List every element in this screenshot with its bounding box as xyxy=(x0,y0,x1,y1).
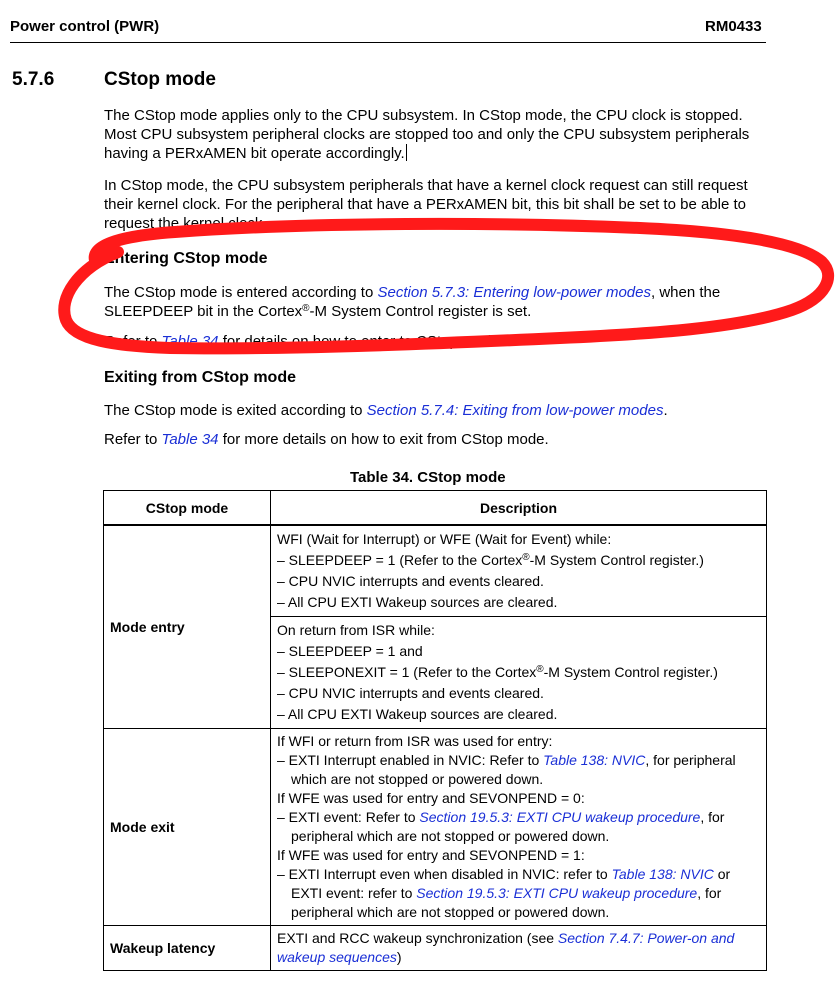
row-label-wakeup-latency: Wakeup latency xyxy=(104,926,271,971)
exit-description: If WFI or return from ISR was used for entry: – EXTI Interrupt enabled in NVIC: Refer to Table 138: NVIC, for peripheral which are not stopped or powered down. If WFE was used for entry and SEVONPEND = 0: – EXTI event: Refer to Section 19.5.3: EXTI CPU wakeup procedure, for peripheral which are not stopped or powered down. If WFE was used for entry and SEVONPEND = 1: – EXTI Interrupt even when disabled in NVIC: refer to Table 138: NVIC or EXTI event: refer to Section 19.5.3: EXTI CPU wakeup procedure, for peripheral which are not stopped or powered down. xyxy=(271,729,767,926)
table-header-row xyxy=(104,491,767,526)
link-section-5-7-4[interactable]: Section 5.7.4: Exiting from low-power modes xyxy=(366,402,664,419)
table-row xyxy=(104,926,767,971)
entry-description-wfi: WFI (Wait for Interrupt) or WFE (Wait for Event) while: – SLEEPDEEP = 1 (Refer to the Cortex®-M System Control register.) – CPU NVIC interrupts and events cleared. – All CPU EXTI Wakeup sources are cleared. xyxy=(271,525,767,617)
paragraph-intro: The CStop mode applies only to the CPU subsystem. In CStop mode, the CPU clock is stopped. Most CPU subsystem peripheral clocks are stopped too and only the CPU subsystem peripherals having a PERxAMEN bit operate accordingly. xyxy=(104,107,750,162)
row-label-mode-entry: Mode entry xyxy=(104,525,271,729)
section-title: CStop mode xyxy=(104,69,216,90)
row-label-mode-exit: Mode exit xyxy=(104,729,271,926)
header-divider xyxy=(10,42,766,43)
subheading-entering: Entering CStop mode xyxy=(104,250,268,267)
latency-description: EXTI and RCC wakeup synchronization (see Section 7.4.7: Power-on and wakeup sequences) xyxy=(271,926,767,971)
link-table-138[interactable]: Table 138: NVIC xyxy=(611,866,714,882)
paragraph-kernel-clock: In CStop mode, the CPU subsystem peripherals that have a kernel clock request can still request their kernel clock. For the peripheral that have a PERxAMEN bit, this bit shall be set to be able to request the kernel clock. xyxy=(104,177,748,232)
link-table-34[interactable]: Table 34 xyxy=(161,333,219,350)
paragraph-exiting: The CStop mode is exited according to Section 5.7.4: Exiting from low-power modes. xyxy=(104,402,668,419)
table-row xyxy=(104,525,767,617)
page-header-title: Power control (PWR) xyxy=(10,18,160,35)
entry-description-isr: On return from ISR while: – SLEEPDEEP = 1 and – SLEEPONEXIT = 1 (Refer to the Cortex®-M System Control register.) – CPU NVIC interrupts and events cleared. – All CPU EXTI Wakeup sources are cleared. xyxy=(271,617,767,729)
link-section-19-5-3[interactable]: Section 19.5.3: EXTI CPU wakeup procedure xyxy=(416,885,698,901)
link-section-19-5-3[interactable]: Section 19.5.3: EXTI CPU wakeup procedure xyxy=(419,809,701,825)
link-table-138[interactable]: Table 138: NVIC xyxy=(543,752,646,768)
column-header-mode: CStop mode xyxy=(104,491,271,526)
cstop-mode-table xyxy=(103,490,767,971)
text-cursor xyxy=(406,144,407,161)
section-number: 5.7.6 xyxy=(12,69,55,90)
link-table-34[interactable]: Table 34 xyxy=(161,431,219,448)
link-section-7-4-7[interactable]: Section 7.4.7: Power-on and wakeup sequences xyxy=(277,930,735,965)
column-header-description: Description xyxy=(271,491,767,526)
paragraph-exiting-refer: Refer to Table 34 for more details on how to exit from CStop mode. xyxy=(104,431,549,448)
table-caption: Table 34. CStop mode xyxy=(350,469,506,486)
table-row xyxy=(104,729,767,926)
paragraph-entering: The CStop mode is entered according to Section 5.7.3: Entering low-power modes, when the SLEEPDEEP bit in the Cortex®-M System Control register is set. xyxy=(104,284,721,320)
document-id: RM0433 xyxy=(705,18,762,35)
paragraph-entering-refer: Refer to Table 34 for details on how to enter to CStop mode. xyxy=(104,333,504,350)
subheading-exiting: Exiting from CStop mode xyxy=(104,369,296,386)
link-section-5-7-3[interactable]: Section 5.7.3: Entering low-power modes xyxy=(377,284,651,301)
